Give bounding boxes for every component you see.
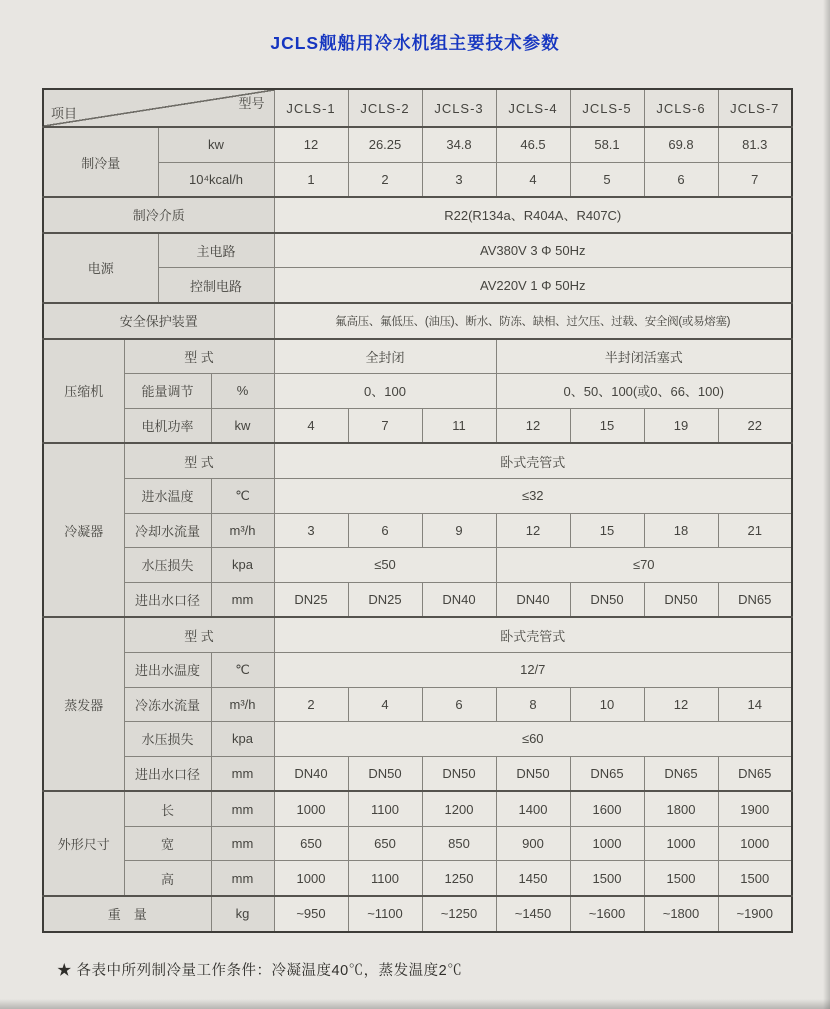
- row-evaporator-chilled-water-flow-cell-8: 14: [718, 687, 792, 722]
- row-condenser-type: [43, 443, 792, 478]
- row-cooling-capacity-kw-cell-7: 69.8: [644, 127, 718, 162]
- row-evaporator-pipe-diameter-cell-6: DN65: [570, 756, 644, 791]
- row-condenser-pressure-loss-cell-3: ≤70: [496, 548, 792, 583]
- row-cooling-capacity-kw-cell-5: 46.5: [496, 127, 570, 162]
- corner-model-label: 型号: [238, 96, 265, 111]
- row-evaporator-pipe-diameter-cell-3: DN50: [348, 756, 422, 791]
- corner-header-cell: [43, 89, 274, 127]
- row-condenser-pipe-diameter-cell-4: DN40: [422, 582, 496, 617]
- group-condenser: 冷凝器: [43, 443, 124, 617]
- row-compressor-motor-power-cell-8: 22: [718, 408, 792, 443]
- row-dimension-height-cell-3: 1100: [348, 861, 422, 896]
- row-compressor-type-cell-1: 型 式: [124, 339, 274, 374]
- row-dimension-height-cell-7: 1500: [644, 861, 718, 896]
- row-condenser-pipe-diameter-cell-2: DN25: [274, 582, 348, 617]
- row-evaporator-chilled-water-flow-cell-3: 4: [348, 687, 422, 722]
- row-dimension-length-cell-9: 1900: [718, 791, 792, 826]
- header-row-cell-4: JCLS-4: [496, 89, 570, 127]
- row-compressor-capacity-control-cell-2: 0、100: [274, 374, 496, 409]
- row-safety-devices-cell-1: 氟高压、氟低压、(油压)、断水、防冻、缺相、过欠压、过载、安全阀(或易熔塞): [274, 303, 792, 339]
- row-safety-devices: [43, 303, 792, 339]
- row-cooling-capacity-kcal-cell-2: 2: [348, 162, 422, 197]
- row-condenser-cooling-water-flow-cell-0: 冷却水流量: [124, 513, 211, 548]
- group-refrigerant: 制冷介质: [43, 197, 274, 233]
- row-power-main-cell-1: 主电路: [158, 233, 274, 268]
- row-cooling-capacity-kcal-cell-4: 4: [496, 162, 570, 197]
- row-dimension-width-cell-0: 宽: [124, 826, 211, 861]
- row-evaporator-pressure-loss-cell-1: kpa: [211, 722, 274, 757]
- row-dimension-length: [43, 791, 792, 826]
- row-condenser-cooling-water-flow-cell-5: 12: [496, 513, 570, 548]
- row-refrigerant-cell-1: R22(R134a、R404A、R407C): [274, 197, 792, 233]
- row-evaporator-pressure-loss-cell-0: 水压损失: [124, 722, 211, 757]
- row-condenser-pipe-diameter-cell-1: mm: [211, 582, 274, 617]
- group-evaporator: 蒸发器: [43, 617, 124, 791]
- row-dimension-length-cell-4: 1100: [348, 791, 422, 826]
- row-compressor-motor-power-cell-7: 19: [644, 408, 718, 443]
- row-power-control-cell-1: AV220V 1 Φ 50Hz: [274, 268, 792, 303]
- row-cooling-capacity-kcal-cell-6: 6: [644, 162, 718, 197]
- row-power-control-cell-0: 控制电路: [158, 268, 274, 303]
- row-compressor-motor-power-cell-1: kw: [211, 408, 274, 443]
- footnote: ★ 各表中所列制冷量工作条件：冷凝温度40℃，蒸发温度2℃: [57, 963, 463, 979]
- row-condenser-cooling-water-flow-cell-6: 15: [570, 513, 644, 548]
- row-dimension-width-cell-4: 850: [422, 826, 496, 861]
- row-compressor-motor-power-cell-3: 7: [348, 408, 422, 443]
- row-dimension-length-cell-3: 1000: [274, 791, 348, 826]
- header-row-cell-6: JCLS-6: [644, 89, 718, 127]
- row-condenser-type-cell-2: 卧式壳管式: [274, 443, 792, 478]
- header-row-cell-7: JCLS-7: [718, 89, 792, 127]
- group-safety: 安全保护装置: [43, 303, 274, 339]
- row-compressor-motor-power-cell-5: 12: [496, 408, 570, 443]
- row-evaporator-pipe-diameter-cell-2: DN40: [274, 756, 348, 791]
- row-evaporator-chilled-water-flow: [43, 687, 792, 722]
- row-evaporator-pipe-diameter-cell-0: 进出水口径: [124, 756, 211, 791]
- page-title: JCLS舰船用冷水机组主要技术参数: [270, 33, 560, 53]
- row-evaporator-type: [43, 617, 792, 652]
- row-dimension-height-cell-4: 1250: [422, 861, 496, 896]
- row-condenser-cooling-water-flow-cell-7: 18: [644, 513, 718, 548]
- row-dimension-width-cell-7: 1000: [644, 826, 718, 861]
- row-evaporator-pressure-loss-cell-2: ≤60: [274, 722, 792, 757]
- row-compressor-capacity-control-cell-3: 0、50、100(或0、66、100): [496, 374, 792, 409]
- row-condenser-pipe-diameter-cell-6: DN50: [570, 582, 644, 617]
- row-dimension-height-cell-8: 1500: [718, 861, 792, 896]
- row-evaporator-pipe-diameter-cell-8: DN65: [718, 756, 792, 791]
- row-weight: [43, 896, 792, 932]
- header-row: [43, 89, 792, 127]
- row-cooling-capacity-kw-cell-4: 34.8: [422, 127, 496, 162]
- row-evaporator-type-cell-2: 卧式壳管式: [274, 617, 792, 652]
- row-compressor-type: [43, 339, 792, 374]
- row-condenser-pipe-diameter-cell-0: 进出水口径: [124, 582, 211, 617]
- row-condenser-pipe-diameter-cell-3: DN25: [348, 582, 422, 617]
- row-dimension-height: [43, 861, 792, 896]
- row-compressor-motor-power-cell-0: 电机功率: [124, 408, 211, 443]
- row-compressor-capacity-control-cell-0: 能量调节: [124, 374, 211, 409]
- row-compressor-motor-power: [43, 408, 792, 443]
- row-condenser-cooling-water-flow-cell-1: m³/h: [211, 513, 274, 548]
- row-evaporator-pipe-diameter-cell-4: DN50: [422, 756, 496, 791]
- header-row-cell-1: JCLS-1: [274, 89, 348, 127]
- group-cooling-capacity: 制冷量: [43, 127, 158, 197]
- row-cooling-capacity-kw: [43, 127, 792, 162]
- row-condenser-inlet-temp-cell-1: ℃: [211, 478, 274, 513]
- row-dimension-length-cell-1: 长: [124, 791, 211, 826]
- group-weight: 重 量: [43, 896, 211, 932]
- row-dimension-width-cell-3: 650: [348, 826, 422, 861]
- row-cooling-capacity-kcal-cell-0: 10⁴kcal/h: [158, 162, 274, 197]
- row-dimension-width-cell-6: 1000: [570, 826, 644, 861]
- row-cooling-capacity-kw-cell-2: 12: [274, 127, 348, 162]
- row-evaporator-chilled-water-flow-cell-0: 冷冻水流量: [124, 687, 211, 722]
- row-dimension-width-cell-5: 900: [496, 826, 570, 861]
- row-cooling-capacity-kcal-cell-3: 3: [422, 162, 496, 197]
- group-power: 电源: [43, 233, 158, 303]
- row-dimension-height-cell-0: 高: [124, 861, 211, 896]
- row-evaporator-inlet-outlet-temp-cell-2: 12/7: [274, 652, 792, 687]
- row-dimension-length-cell-7: 1600: [570, 791, 644, 826]
- row-dimension-length-cell-8: 1800: [644, 791, 718, 826]
- row-evaporator-pipe-diameter-cell-1: mm: [211, 756, 274, 791]
- row-evaporator-inlet-outlet-temp: [43, 652, 792, 687]
- row-weight-cell-5: ~1450: [496, 896, 570, 932]
- row-condenser-pressure-loss-cell-1: kpa: [211, 548, 274, 583]
- row-dimension-height-cell-2: 1000: [274, 861, 348, 896]
- row-dimension-height-cell-1: mm: [211, 861, 274, 896]
- row-dimension-length-cell-5: 1200: [422, 791, 496, 826]
- row-condenser-pipe-diameter-cell-7: DN50: [644, 582, 718, 617]
- group-dimensions: 外形尺寸: [43, 791, 124, 896]
- row-weight-cell-4: ~1250: [422, 896, 496, 932]
- header-row-cell-2: JCLS-2: [348, 89, 422, 127]
- row-evaporator-type-cell-1: 型 式: [124, 617, 274, 652]
- row-cooling-capacity-kw-cell-3: 26.25: [348, 127, 422, 162]
- row-evaporator-inlet-outlet-temp-cell-0: 进出水温度: [124, 652, 211, 687]
- header-row-cell-5: JCLS-5: [570, 89, 644, 127]
- row-power-main-cell-2: AV380V 3 Φ 50Hz: [274, 233, 792, 268]
- row-cooling-capacity-kcal-cell-5: 5: [570, 162, 644, 197]
- row-cooling-capacity-kw-cell-8: 81.3: [718, 127, 792, 162]
- row-condenser-pressure-loss: [43, 548, 792, 583]
- group-compressor: 压缩机: [43, 339, 124, 444]
- row-evaporator-pipe-diameter-cell-5: DN50: [496, 756, 570, 791]
- row-weight-cell-8: ~1900: [718, 896, 792, 932]
- row-evaporator-pressure-loss: [43, 722, 792, 757]
- row-evaporator-chilled-water-flow-cell-2: 2: [274, 687, 348, 722]
- corner-item-label: 项目: [51, 106, 78, 121]
- row-condenser-pipe-diameter-cell-8: DN65: [718, 582, 792, 617]
- header-row-cell-3: JCLS-3: [422, 89, 496, 127]
- row-condenser-cooling-water-flow: [43, 513, 792, 548]
- row-dimension-height-cell-5: 1450: [496, 861, 570, 896]
- row-cooling-capacity-kcal-cell-7: 7: [718, 162, 792, 197]
- row-evaporator-pipe-diameter-cell-7: DN65: [644, 756, 718, 791]
- row-compressor-motor-power-cell-6: 15: [570, 408, 644, 443]
- row-condenser-inlet-temp-cell-0: 进水温度: [124, 478, 211, 513]
- row-condenser-cooling-water-flow-cell-2: 3: [274, 513, 348, 548]
- row-cooling-capacity-kw-cell-6: 58.1: [570, 127, 644, 162]
- row-evaporator-chilled-water-flow-cell-6: 10: [570, 687, 644, 722]
- row-dimension-width-cell-8: 1000: [718, 826, 792, 861]
- row-compressor-motor-power-cell-4: 11: [422, 408, 496, 443]
- row-evaporator-inlet-outlet-temp-cell-1: ℃: [211, 652, 274, 687]
- row-weight-cell-2: ~950: [274, 896, 348, 932]
- spec-table-body: [43, 89, 792, 932]
- row-condenser-pipe-diameter-cell-5: DN40: [496, 582, 570, 617]
- row-evaporator-chilled-water-flow-cell-5: 8: [496, 687, 570, 722]
- row-condenser-pressure-loss-cell-2: ≤50: [274, 548, 496, 583]
- row-dimension-width: [43, 826, 792, 861]
- row-dimension-length-cell-2: mm: [211, 791, 274, 826]
- row-weight-cell-7: ~1800: [644, 896, 718, 932]
- row-evaporator-pipe-diameter: [43, 756, 792, 791]
- row-dimension-width-cell-1: mm: [211, 826, 274, 861]
- spec-table: [42, 88, 793, 933]
- row-condenser-inlet-temp-cell-2: ≤32: [274, 478, 792, 513]
- row-dimension-width-cell-2: 650: [274, 826, 348, 861]
- row-condenser-pipe-diameter: [43, 582, 792, 617]
- row-condenser-cooling-water-flow-cell-4: 9: [422, 513, 496, 548]
- row-evaporator-chilled-water-flow-cell-1: m³/h: [211, 687, 274, 722]
- row-compressor-type-cell-3: 半封闭活塞式: [496, 339, 792, 374]
- row-cooling-capacity-kcal-cell-1: 1: [274, 162, 348, 197]
- row-compressor-type-cell-2: 全封闭: [274, 339, 496, 374]
- row-compressor-motor-power-cell-2: 4: [274, 408, 348, 443]
- row-dimension-length-cell-6: 1400: [496, 791, 570, 826]
- row-evaporator-chilled-water-flow-cell-7: 12: [644, 687, 718, 722]
- row-weight-cell-3: ~1100: [348, 896, 422, 932]
- row-compressor-capacity-control: [43, 374, 792, 409]
- row-dimension-height-cell-6: 1500: [570, 861, 644, 896]
- row-condenser-pressure-loss-cell-0: 水压损失: [124, 548, 211, 583]
- row-evaporator-chilled-water-flow-cell-4: 6: [422, 687, 496, 722]
- row-weight-cell-6: ~1600: [570, 896, 644, 932]
- row-cooling-capacity-kw-cell-1: kw: [158, 127, 274, 162]
- row-power-main: [43, 233, 792, 268]
- row-weight-cell-1: kg: [211, 896, 274, 932]
- row-condenser-cooling-water-flow-cell-3: 6: [348, 513, 422, 548]
- row-condenser-type-cell-1: 型 式: [124, 443, 274, 478]
- row-refrigerant: [43, 197, 792, 233]
- row-compressor-capacity-control-cell-1: %: [211, 374, 274, 409]
- row-condenser-cooling-water-flow-cell-8: 21: [718, 513, 792, 548]
- row-condenser-inlet-temp: [43, 478, 792, 513]
